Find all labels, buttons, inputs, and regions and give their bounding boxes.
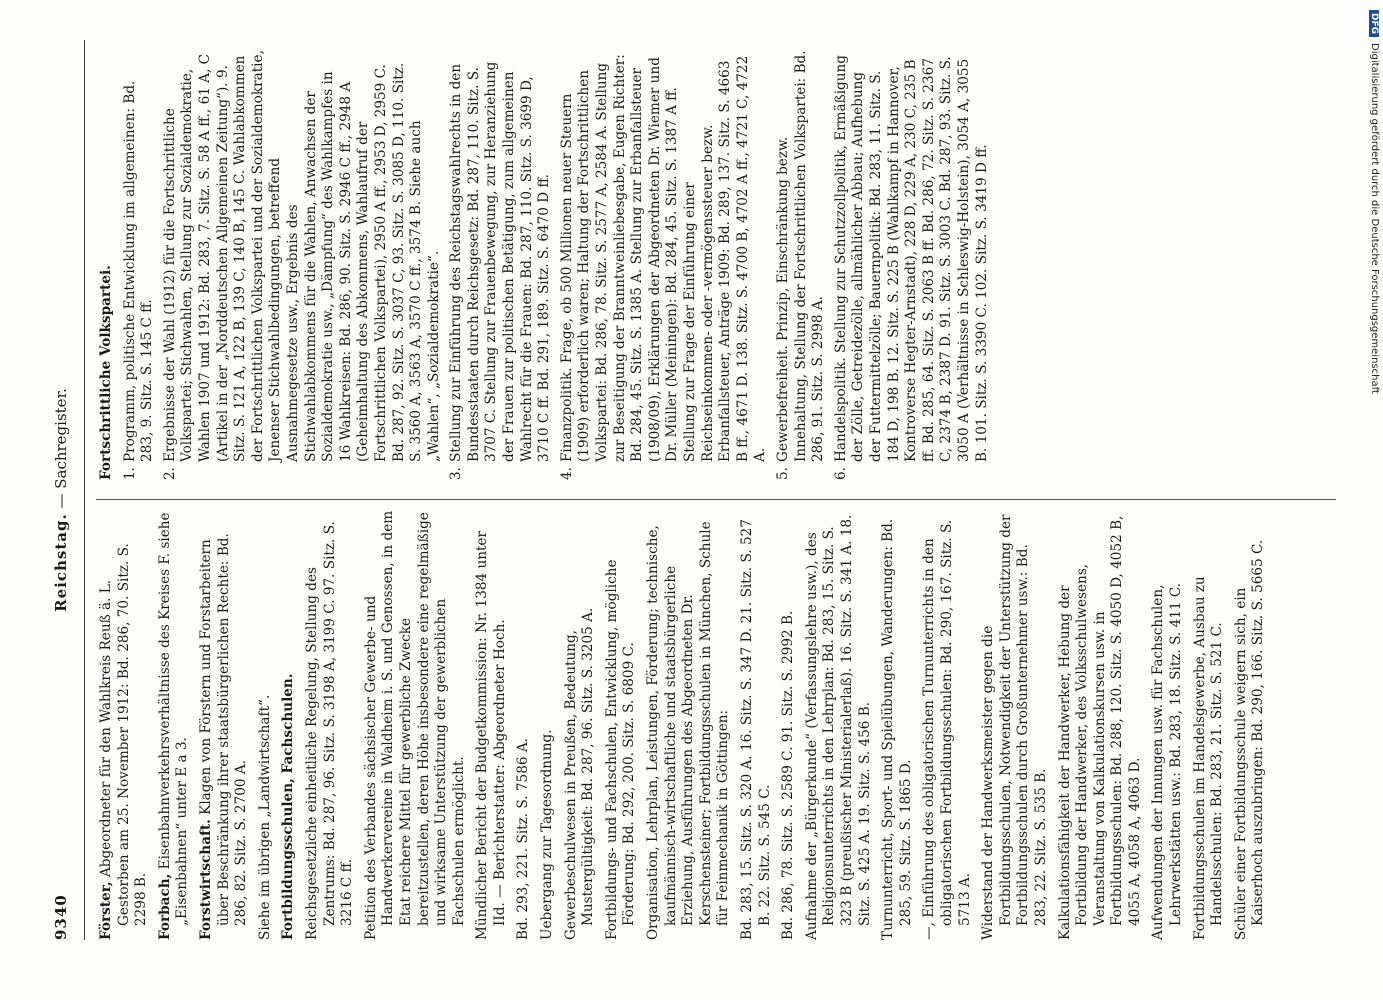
numbered-entry <box>559 50 770 480</box>
entry-text: Siehe im übrigen „Landwirtschaft“. <box>256 694 273 940</box>
entry-keyword: Forbach, <box>156 873 173 940</box>
digitization-text-wrap <box>1366 10 1380 990</box>
index-entry <box>739 510 774 940</box>
index-entry <box>1150 510 1185 940</box>
index-entry <box>1233 510 1268 940</box>
index-entry <box>604 510 639 940</box>
entry-text: Aufnahme der „Bürgerkunde“ (Verfassungslehre usw.), des Religionsunterrichts in den Lehrplan: Bd. 283, 15. Sitz. S. 323 B (preußischer Ministerialerlaß). 16. Sitz. S. 341 A. 18. Sitz. S. 425 A. 19. Sitz. S. 456 B. <box>803 514 873 940</box>
entry-text: Petition des Verbandes sächsischer Gewerbe- und Handwerkervereine in Waldheim i. S. und Genossen, in dem Etat reichere Mittel für gewerbliche Zwecke bereitzustellen, deren Höhe insbesondere eine regelmäßige und wirksame Unterstützung der gewerblichen Fachschulen ermöglicht. <box>362 510 467 940</box>
column-divider <box>96 499 1336 500</box>
numbered-entry <box>775 50 828 480</box>
numbered-entry <box>833 50 991 480</box>
title-separator: — <box>52 488 70 514</box>
numbered-entry <box>162 50 444 480</box>
entry-text: Turnunterricht, Sport- und Spielübungen, Wanderungen: Bd. 285, 59. Sitz. S. 1865 D. <box>880 518 914 940</box>
index-entry <box>780 510 798 940</box>
index-entry <box>515 510 533 940</box>
entry-text: Uebergang zur Tagesordnung. <box>539 729 556 940</box>
entry-number: 1. <box>121 467 138 480</box>
entry-text: Programm, politische Entwicklung im allgemeinen: Bd. 283, 9. Sitz. S. 145 C ff. <box>121 80 156 462</box>
entry-text: Widerstand der Handwerksmeister gegen die Fortbildungsschulen, Notwendigkeit der Unterstützung der Fortbildungsschulen durch Großunternehmer usw.: Bd. 283, 22. Sitz. S. 535 B. <box>980 514 1049 940</box>
page-title <box>52 60 70 940</box>
entry-text: Gewerbefreiheit. Prinzip, Einschränkung bezw. Innehaltung, Stellung der Fortschrittlichen Volkspartei: Bd. 286, 91. Sitz. S. 2998 A. <box>774 50 827 462</box>
entry-text: Fortbildungs- und Fachschulen, Entwicklung, mögliche Förderung: Bd. 292, 200. Sitz. S. 6809 C. <box>603 559 638 940</box>
entry-number: 2. <box>161 467 178 480</box>
section-heading: Fortschrittliche Volkspartei. <box>98 265 114 480</box>
entry-number: 5. <box>774 467 791 480</box>
entry-text: Bd. 293, 221. Sitz. S. 7586 A. <box>515 738 532 940</box>
entry-text: Stellung zur Einführung des Reichstagswahlrechts in den Bundesstaaten durch Reichsgesetz: Bd. 287, 110. Sitz. S. 3707 C. Stellung zur Frauenbewegung, zur Heranziehung der Frauen zur politischen Betätigung, zum allgemeinen Wahlrecht für die Frauen: Bd. 287, 110. Sitz. S. 3699 D, 3710 C ff. Bd. 291, 189. Sitz. S. 6470 D ff. <box>448 61 553 462</box>
index-entry <box>645 510 733 940</box>
index-entry <box>280 510 298 940</box>
entry-keyword: Forstwirtschaft. <box>197 819 214 940</box>
index-entry <box>1192 510 1227 940</box>
entry-number: 4. <box>558 467 575 480</box>
title-bold: Reichstag. <box>52 513 70 612</box>
entry-text: Organisation, Lehrplan, Leistungen, Förderung; technische, kaufmännisch-wirtschaftliche und staatsbürgerliche Erziehung, Ausführungen des Abgeordneten Dr. Kerschensteiner; Fortbildungsschulen in München, Schule für Feinmechanik in Göttingen: <box>645 521 732 940</box>
entry-text: Mündlicher Bericht der Budgetkommission: Nr. 1384 unter IId. — Berichterstatter: Abgeordneter Hoch. <box>474 531 508 940</box>
entry-text: Reichsgesetzliche einheitliche Regelung, Stellung des Zentrums: Bd. 287, 96. Sitz. S. 3198 A, 3199 C. 97. Sitz. S. 3216 C ff. <box>303 521 356 940</box>
section-items <box>122 50 992 480</box>
numbered-entry <box>122 50 157 480</box>
digitization-note <box>1366 10 1382 990</box>
entry-text: Aufwendungen der Innungen usw. für Fachschulen, Lehrwerkstätten usw.: Bd. 283, 18. Sitz. S. 411 C. <box>1150 582 1185 940</box>
index-entry <box>98 510 151 940</box>
entry-number: 6. <box>832 467 849 480</box>
index-entry <box>198 510 251 940</box>
index-entry <box>257 510 275 940</box>
entry-text: Finanzpolitik. Frage, ob 500 Millionen neuer Steuern (1909) erforderlich waren; Haltung der Fortschrittlichen Volkspartei: Bd. 286, 78. Sitz. S. 2577 A, 2584 A. Stellung zur Beseitigung der Branntweinliebesgabe, Eugen Richter: Bd. 284, 45. Sitz. S. 1385 A. Stellung zur Erbanfallsteuer (1908/09), Erklärungen der Abgeordneten Dr. Wiemer und Dr. Müller (Meiningen): Bd. 284, 45. Sitz. S. 1387 A ff. Stellung zur Frage der Einführung einer Reichseinkommen- oder -vermögenssteuer bezw. Erbanfallsteuer, Anträge 1909: Bd. 289, 137. Sitz. S. 4663 B ff., 4671 D. 138. Sitz. S. 4700 B, 4702 A ff., 4721 C, 4722 A. <box>558 54 769 462</box>
entry-text: Fortbildungsschulen im Handelsgewerbe, Ausbau zu Handelsschulen: Bd. 283, 21. Sitz. S. 521 C. <box>1191 576 1226 940</box>
left-column <box>98 510 1274 940</box>
entry-text: Klagen von Förstern und Forstarbeitern über Beschränkung ihrer staatsbürgerlichen Rechte: Bd. 286, 82. Sitz. S. 2700 A. <box>197 533 250 926</box>
index-entry <box>157 510 192 940</box>
index-entry <box>539 510 557 940</box>
header-rule <box>84 40 85 940</box>
page-number: 9340 <box>52 894 70 940</box>
page-header <box>52 60 76 940</box>
entry-text: Handelspolitik. Stellung zur Schutzzollpolitik, Ermäßigung der Zölle, Getreidezölle, allmählicher Abbau; Aufhebung der Futtermittelzölle; Bauernpolitik: Bd. 283, 11. Sitz. S. 184 D, 198 B. 12. Sitz. S. 225 B (Wahlkampf in Hannover, Kontroverse Hegter-Arnstadt), 228 D, 229 A, 230 C, 235 B ff. Bd. 285, 64. Sitz. S. 2063 B ff. Bd. 286, 72. Sitz. S. 2367 C, 2374 B, 2387 D. 91. Sitz. S. 3003 C. Bd. 287, 93. Sitz. S. 3050 A (Verhältnisse in Schleswig-Holstein), 3054 A, 3055 B. 101. Sitz. S. 3390 C. 102. Sitz. S. 3419 D ff. <box>832 55 990 462</box>
entry-text: —, Einführung des obligatorischen Turnunterrichts in den obligatorischen Fortbildungsschulen: Bd. 290, 167. Sitz. S. 5713 A. <box>921 519 973 940</box>
index-entry <box>980 510 1050 940</box>
dfg-logo: DFG <box>1369 10 1379 37</box>
entry-text: Kalkulationsfähigkeit der Handwerker, Hebung der Fortbildung der Handwerker, des Volksschulwesens, Veranstaltung von Kalkulationskursen usw. in Fortbildungsschulen: Bd. 288, 120. Sitz. S. 4050 D, 4052 B, 4055 A, 4058 A, 4063 D. <box>1056 515 1143 940</box>
index-entry <box>363 510 469 940</box>
entry-text: Gewerbeschulwesen in Preußen, Bedeutung, Mustergültigkeit: Bd. 287, 96. Sitz. S. 3205 A. <box>562 607 597 940</box>
digitization-text: Digitalisierung gefördert durch die Deutsche Forschungsgemeinschaft <box>1369 43 1380 394</box>
entry-text: Bd. 283, 15. Sitz. S. 320 A. 16. Sitz. S. 347 D. 21. Sitz. S. 527 B. 22. Sitz. S. 545 C. <box>739 519 773 940</box>
entry-text: Bd. 286, 78. Sitz. S. 2589 C. 91. Sitz. S. 2992 B. <box>780 610 797 940</box>
entry-text: Abgeordneter für den Wahlkreis Reuß ä. L. Gestorben am 25. November 1912: Bd. 286, 70. Sitz. S. 2298 B. <box>98 543 150 926</box>
entry-text: Schüler einer Fortbildungsschule weigern sich, ein Kaiserhoch auszubringen: Bd. 290, 166. Sitz. S. 5665 C. <box>1232 539 1267 940</box>
entry-text: Eisenbahnverkehrsverhältnisse des Kreises F. siehe „Eisenbahnen“ unter E a 3. <box>156 512 191 926</box>
numbered-entry <box>448 50 554 480</box>
entry-number: 3. <box>448 467 465 480</box>
title-rest: Sachregister. <box>52 388 70 489</box>
entry-text: Ergebnisse der Wahl (1912) für die Fortschrittliche Volkspartei; Stichwahlen, Stellung zur Sozialdemokratie, Wahlen 1907 und 1912: Bd. 283, 7. Sitz. S. 58 A ff., 61 A, C (Artikel in der „Norddeutschen Allgemeinen Zeitung“). 9. Sitz. S. 121 A, 122 B, 139 C, 140 B, 145 C. Wahlabkommen der Fortschrittlichen Volkspartei und der Sozialdemokratie, Jenenser Stichwahlbedingungen, betreffend Ausnahmegesetze usw., Ergebnis des Stichwahlabkommens für die Wahlen, Anwachsen der Sozialdemokratie usw., „Dämpfung“ des Wahlkampfes in 16 Wahlkreisen: Bd. 286, 90. Sitz. S. 2946 C ff., 2948 A (Geheimhaltung des Abkommens, Wahlaufruf der Fortschrittlichen Volkspartei), 2950 A ff., 2953 D, 2959 C. Bd. 287, 92. Sitz. S. 3037 C, 93. Sitz. S. 3085 D, 110. Sitz. S. 3560 A, 3563 A, 3570 C ff., 3574 B. Siehe auch „Wahlen“, „Sozialdemokratie“. <box>161 50 442 462</box>
index-entry <box>563 510 598 940</box>
index-entry <box>880 510 915 940</box>
right-column <box>98 50 996 480</box>
index-entry <box>474 510 509 940</box>
index-entry <box>921 510 974 940</box>
index-entry <box>304 510 357 940</box>
entry-keyword: Fortbildungsschulen, Fachschulen. <box>280 673 297 940</box>
index-entry <box>804 510 874 940</box>
entry-keyword: Förster, <box>98 881 114 940</box>
index-entry <box>1057 510 1145 940</box>
